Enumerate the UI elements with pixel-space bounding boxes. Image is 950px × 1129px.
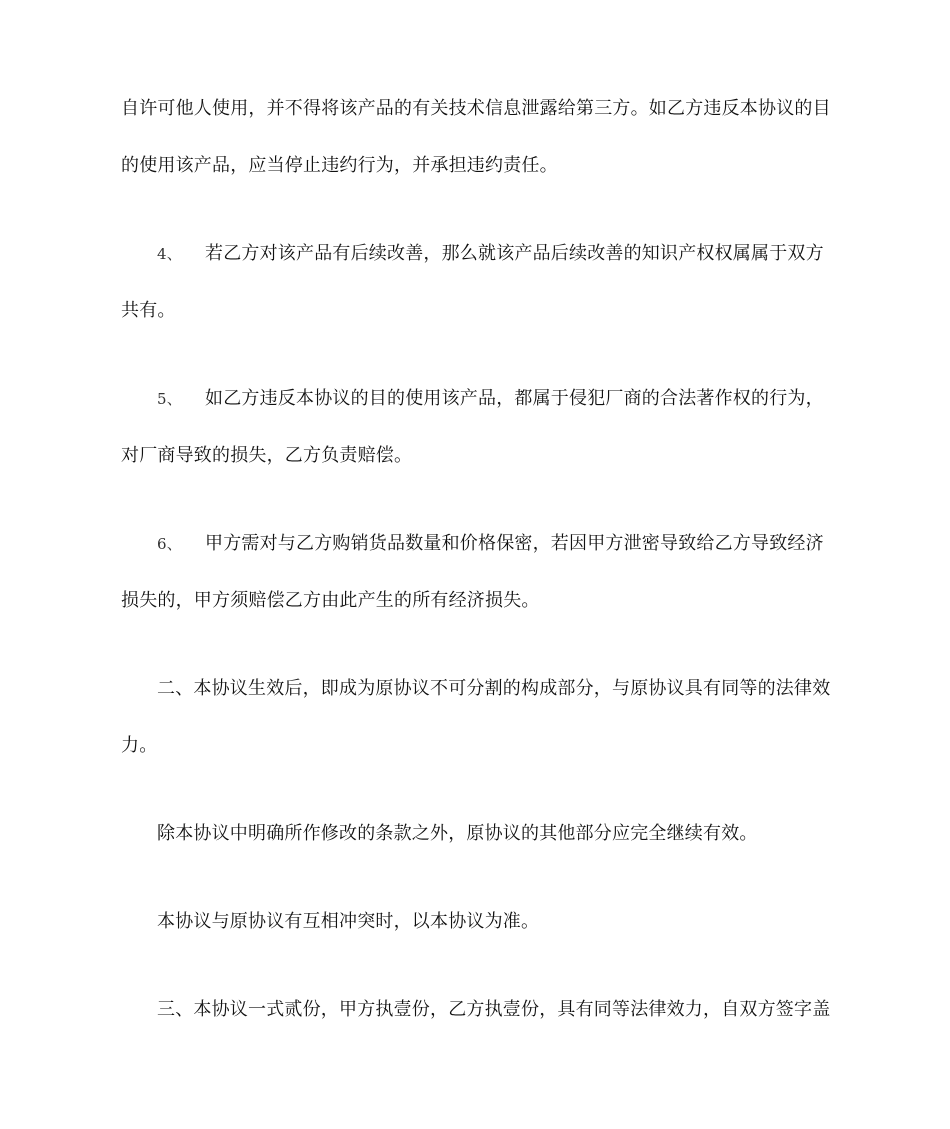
paragraph-line: 自许可他人使用，并不得将该产品的有关技术信息泄露给第三方。如乙方违反本协议的目 [121,98,831,119]
paragraph-line: 本协议与原协议有互相冲突时，以本协议为准。 [157,911,540,932]
paragraph-line: 除本协议中明确所作修改的条款之外，原协议的其他部分应完全继续有效。 [157,823,758,844]
section-3-line: 三、本协议一式贰份，甲方执壹份，乙方执壹份，具有同等法律效力，自双方签字盖 [157,999,831,1020]
clause-6-line [157,532,824,556]
clause-number: 6、 [157,535,182,553]
paragraph-line: 的使用该产品，应当停止违约行为，并承担违约责任。 [121,155,558,176]
paragraph-line: 损失的，甲方须赔偿乙方由此产生的所有经济损失。 [121,590,540,611]
clause-text: 甲方需对与乙方购销货品数量和价格保密，若因甲方泄密导致给乙方导致经济 [205,533,824,554]
clause-4-line [157,242,824,266]
clause-text: 若乙方对该产品有后续改善，那么就该产品后续改善的知识产权权属属于双方 [205,243,824,264]
paragraph-line: 力。 [121,735,158,756]
section-2-line: 二、本协议生效后，即成为原协议不可分割的构成部分，与原协议具有同等的法律效 [157,678,831,699]
clause-text: 如乙方违反本协议的目的使用该产品，都属于侵犯厂商的合法著作权的行为， [205,388,824,409]
paragraph-line: 共有。 [121,300,176,321]
clause-number: 5、 [157,390,182,408]
paragraph-line: 对厂商导致的损失，乙方负责赔偿。 [121,445,413,466]
clause-number: 4、 [157,245,182,263]
clause-5-line [157,387,824,411]
